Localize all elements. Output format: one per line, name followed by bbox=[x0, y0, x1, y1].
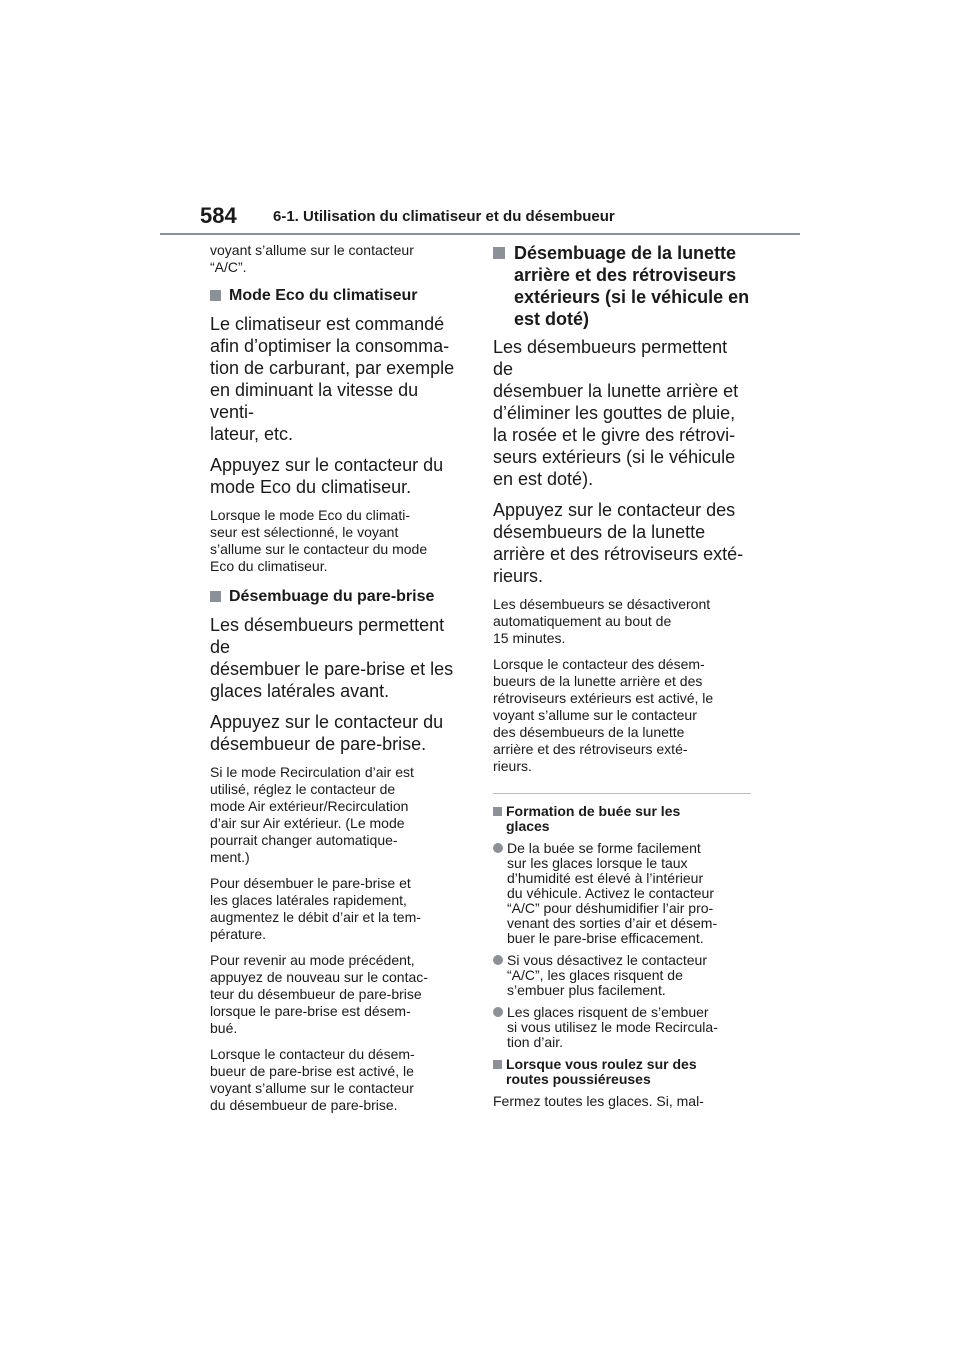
square-bullet-icon bbox=[493, 247, 505, 259]
list-item: Les glaces risquent de s’embuer si vous utilisez le mode Recircula- tion d’air. bbox=[493, 1005, 751, 1050]
eco-paragraph-2: Appuyez sur le contacteur du mode Eco du climatiseur. bbox=[210, 455, 444, 497]
windshield-note-2: Pour désembuer le pare-brise et les glaces latérales rapidement, augmentez le débit d’air et la tem- pérature. bbox=[210, 875, 421, 942]
heading-eco-mode: Mode Eco du climatiseur bbox=[210, 285, 465, 306]
square-bullet-icon bbox=[210, 290, 221, 301]
windshield-paragraph-1: Les désembueurs permettent de désembuer le pare-brise et les glaces latérales avant. bbox=[210, 615, 454, 701]
heading-dusty-roads: Lorsque vous roulez sur des routes poussiéreuses bbox=[493, 1057, 751, 1087]
right-column bbox=[493, 242, 751, 1109]
windshield-note-3: Pour revenir au mode précédent, appuyez de nouveau sur le contac- teur du désembueur de pare-brise lorsque le pare-brise est désem- bué. bbox=[210, 952, 428, 1036]
left-column bbox=[210, 242, 465, 1123]
square-bullet-icon bbox=[493, 1060, 502, 1069]
windshield-note-1: Si le mode Recirculation d’air est utilisé, réglez le contacteur de mode Air extérieur/Recirculation d’air sur Air extérieur. (Le mode pourrait changer automatique- ment.) bbox=[210, 764, 414, 865]
list-item: Si vous désactivez le contacteur “A/C”, les glaces risquent de s’embuer plus facilement. bbox=[493, 953, 751, 998]
square-bullet-icon bbox=[493, 807, 502, 816]
dusty-roads-text: Fermez toutes les glaces. Si, mal- bbox=[493, 1093, 704, 1109]
section-title: 6-1. Utilisation du climatiseur et du désembueur bbox=[273, 208, 615, 225]
notes-divider bbox=[493, 793, 751, 794]
eco-note: Lorsque le mode Eco du climati- seur est sélectionné, le voyant s’allume sur le contacteur du mode Eco du climatiseur. bbox=[210, 507, 428, 574]
rear-note-2: Lorsque le contacteur des désem- bueurs de la lunette arrière et des rétroviseurs extérieurs est activé, le voyant s’allume sur le contacteur des désembueurs de la lunette arrière et des rétroviseurs exté- rieurs. bbox=[493, 656, 714, 774]
eco-paragraph-1: Le climatiseur est commandé afin d’optimiser la consomma- tion de carburant, par exemple en diminuant la vitesse du venti- lateur, etc. bbox=[210, 314, 455, 444]
heading-windshield-defog: Désembuage du pare-brise bbox=[210, 586, 465, 607]
continued-text: voyant s’allume sur le contacteur “A/C”. bbox=[210, 242, 414, 275]
header-rule bbox=[160, 233, 800, 235]
rear-paragraph-1: Les désembueurs permettent de désembuer la lunette arrière et d’éliminer les gouttes de pluie, la rosée et le givre des rétrovi- seurs extérieurs (si le véhicule en est doté). bbox=[493, 337, 739, 489]
page-number: 584 bbox=[200, 203, 237, 228]
heading-fog-formation: Formation de buée sur les glaces bbox=[493, 804, 751, 834]
windshield-paragraph-2: Appuyez sur le contacteur du désembueur de pare-brise. bbox=[210, 712, 444, 754]
windshield-note-4: Lorsque le contacteur du désem- bueur de pare-brise est activé, le voyant s’allume sur le contacteur du désembueur de pare-brise. bbox=[210, 1046, 415, 1113]
list-item: De la buée se forme facilement sur les glaces lorsque le taux d’humidité est élevé à l’intérieur du véhicule. Activez le contacteur “A/C” pour déshumidifier l’air pro- venant des sorties d’air et désem- buer le pare-brise efficacement. bbox=[493, 841, 751, 946]
circle-bullet-icon bbox=[493, 843, 503, 853]
circle-bullet-icon bbox=[493, 955, 503, 965]
circle-bullet-icon bbox=[493, 1007, 503, 1017]
rear-note-1: Les désembueurs se désactiveront automatiquement au bout de 15 minutes. bbox=[493, 596, 711, 646]
rear-paragraph-2: Appuyez sur le contacteur des désembueurs de la lunette arrière et des rétroviseurs exté- rieurs. bbox=[493, 500, 744, 586]
square-bullet-icon bbox=[210, 591, 221, 602]
heading-rear-defog: Désembuage de la lunette arrière et des rétroviseurs extérieurs (si le véhicule en est doté) bbox=[493, 242, 751, 330]
